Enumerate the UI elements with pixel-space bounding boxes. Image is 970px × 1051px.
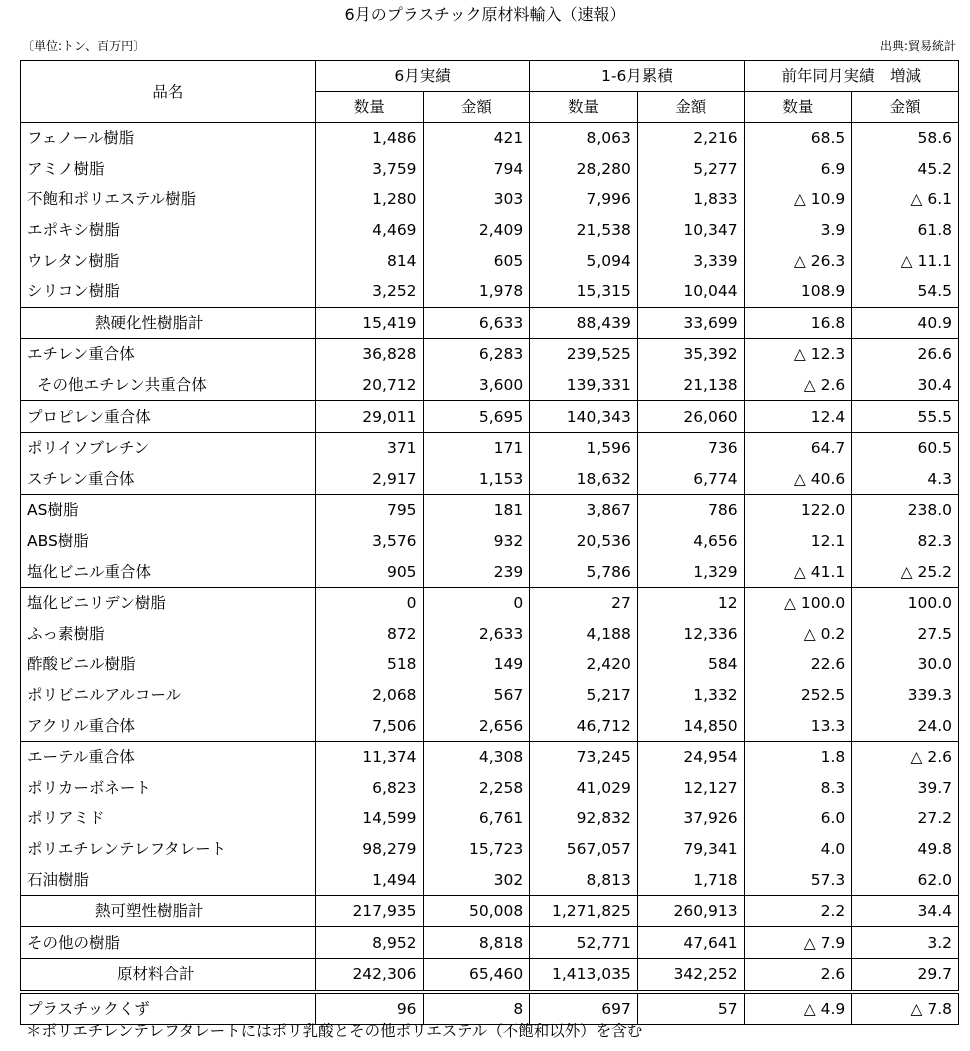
row-cell-ay: 55.5 — [852, 401, 959, 433]
row-cell-qc: 52,771 — [530, 927, 638, 959]
row-cell-ac: 37,926 — [637, 803, 744, 834]
table-row — [21, 619, 959, 650]
table-row — [21, 927, 959, 959]
row-cell-qy: △ 12.3 — [744, 339, 852, 370]
row-cell-ac: 786 — [637, 495, 744, 526]
row-cell-qc: 46,712 — [530, 710, 638, 741]
row-cell-ay: 27.2 — [852, 803, 959, 834]
row-item-name: その他の樹脂 — [21, 927, 316, 959]
table-row — [21, 307, 959, 339]
row-item-name: エーテル重合体 — [21, 741, 316, 772]
row-cell-qc: 88,439 — [530, 307, 638, 339]
row-cell-q6: 29,011 — [315, 401, 423, 433]
row-cell-qy: 16.8 — [744, 307, 852, 339]
header-group-june: 6月実績 — [315, 61, 529, 92]
row-cell-qy: 108.9 — [744, 276, 852, 307]
row-cell-ac: 584 — [637, 649, 744, 680]
row-cell-ac: 12 — [637, 587, 744, 618]
row-cell-a6: 421 — [423, 123, 530, 154]
row-cell-ay: 24.0 — [852, 710, 959, 741]
row-item-name: 石油樹脂 — [21, 864, 316, 895]
row-cell-qy: 2.2 — [744, 895, 852, 927]
row-cell-q6: 371 — [315, 432, 423, 463]
row-cell-q6: 1,494 — [315, 864, 423, 895]
row-cell-qy: 6.0 — [744, 803, 852, 834]
row-cell-qy: 122.0 — [744, 495, 852, 526]
row-item-name: ポリイソブレチン — [21, 432, 316, 463]
row-cell-ay: △ 2.6 — [852, 741, 959, 772]
row-cell-ay: 30.4 — [852, 370, 959, 401]
row-cell-ac: 3,339 — [637, 245, 744, 276]
row-cell-qy: △ 10.9 — [744, 184, 852, 215]
row-cell-qy: △ 26.3 — [744, 245, 852, 276]
row-cell-q6: 1,486 — [315, 123, 423, 154]
row-cell-ac: 35,392 — [637, 339, 744, 370]
row-cell-ay: 61.8 — [852, 215, 959, 246]
row-cell-q6: 98,279 — [315, 834, 423, 865]
row-item-name: 塩化ビニリデン樹脂 — [21, 587, 316, 618]
row-cell-ay: 26.6 — [852, 339, 959, 370]
row-item-name: アクリル重合体 — [21, 710, 316, 741]
table-row — [21, 154, 959, 185]
row-cell-a6: 65,460 — [423, 959, 530, 992]
row-cell-qc: 20,536 — [530, 526, 638, 557]
row-cell-ac: 1,718 — [637, 864, 744, 895]
row-cell-q6: 3,576 — [315, 526, 423, 557]
row-cell-q6: 3,252 — [315, 276, 423, 307]
row-cell-q6: 15,419 — [315, 307, 423, 339]
table-row — [21, 741, 959, 772]
row-cell-a6: 4,308 — [423, 741, 530, 772]
row-cell-a6: 8,818 — [423, 927, 530, 959]
row-cell-a6: 567 — [423, 680, 530, 711]
row-cell-qy: △ 40.6 — [744, 464, 852, 495]
row-cell-ac: 47,641 — [637, 927, 744, 959]
row-cell-a6: 181 — [423, 495, 530, 526]
row-cell-ay: 339.3 — [852, 680, 959, 711]
row-cell-qc: 92,832 — [530, 803, 638, 834]
row-cell-ac: 260,913 — [637, 895, 744, 927]
table-row — [21, 276, 959, 307]
row-cell-qc: 18,632 — [530, 464, 638, 495]
row-cell-q6: 905 — [315, 556, 423, 587]
row-cell-ay: 62.0 — [852, 864, 959, 895]
row-cell-qy: △ 0.2 — [744, 619, 852, 650]
row-cell-qy: 22.6 — [744, 649, 852, 680]
table-row — [21, 526, 959, 557]
row-cell-a6: 5,695 — [423, 401, 530, 433]
row-cell-qy: 4.0 — [744, 834, 852, 865]
table-row — [21, 495, 959, 526]
row-cell-qy: 64.7 — [744, 432, 852, 463]
row-cell-q6: 20,712 — [315, 370, 423, 401]
header-yoy-qty: 数量 — [744, 92, 852, 123]
row-cell-ac: 1,833 — [637, 184, 744, 215]
row-cell-ay: 45.2 — [852, 154, 959, 185]
row-item-name: 原材料合計 — [21, 959, 316, 992]
row-item-name: ポリアミド — [21, 803, 316, 834]
row-cell-qy: 68.5 — [744, 123, 852, 154]
row-cell-qc: 567,057 — [530, 834, 638, 865]
row-cell-ac: 12,127 — [637, 772, 744, 803]
row-cell-ay: △ 25.2 — [852, 556, 959, 587]
row-cell-qc: 27 — [530, 587, 638, 618]
row-cell-a6: 0 — [423, 587, 530, 618]
row-cell-q6: 11,374 — [315, 741, 423, 772]
row-cell-ac: 6,774 — [637, 464, 744, 495]
row-item-name: スチレン重合体 — [21, 464, 316, 495]
footnote: ＊ポリエチレンテレフタレートにはポリ乳酸とその他ポリエステル（不飽和以外）を含む — [26, 1022, 643, 1040]
row-cell-a6: 794 — [423, 154, 530, 185]
row-cell-q6: 6,823 — [315, 772, 423, 803]
row-cell-qc: 28,280 — [530, 154, 638, 185]
row-item-name: その他エチレン共重合体 — [21, 370, 316, 401]
row-cell-qy: 13.3 — [744, 710, 852, 741]
table-row — [21, 959, 959, 992]
row-cell-ay: 49.8 — [852, 834, 959, 865]
row-item-name: ポリビニルアルコール — [21, 680, 316, 711]
row-cell-qy: 12.1 — [744, 526, 852, 557]
row-cell-qy: 57.3 — [744, 864, 852, 895]
row-item-name: ポリエチレンテレフタレート — [21, 834, 316, 865]
row-cell-ac: 342,252 — [637, 959, 744, 992]
table-row — [21, 123, 959, 154]
row-cell-ay: △ 11.1 — [852, 245, 959, 276]
row-cell-qy: △ 4.9 — [744, 992, 852, 1025]
row-cell-ac: 14,850 — [637, 710, 744, 741]
row-cell-a6: 8 — [423, 992, 530, 1025]
row-cell-ac: 21,138 — [637, 370, 744, 401]
table-row — [21, 556, 959, 587]
row-cell-q6: 7,506 — [315, 710, 423, 741]
row-cell-qc: 697 — [530, 992, 638, 1025]
header-cum-qty: 数量 — [530, 92, 638, 123]
header-group-cumulative: 1-6月累積 — [530, 61, 744, 92]
table-row — [21, 710, 959, 741]
row-cell-qc: 5,094 — [530, 245, 638, 276]
row-cell-qc: 1,271,825 — [530, 895, 638, 927]
row-cell-ay: △ 7.8 — [852, 992, 959, 1025]
header-june-qty: 数量 — [315, 92, 423, 123]
table-row — [21, 401, 959, 433]
row-cell-qy: △ 2.6 — [744, 370, 852, 401]
row-cell-q6: 0 — [315, 587, 423, 618]
row-cell-q6: 814 — [315, 245, 423, 276]
row-cell-qy: 12.4 — [744, 401, 852, 433]
row-cell-q6: 217,935 — [315, 895, 423, 927]
row-cell-qy: 6.9 — [744, 154, 852, 185]
row-cell-ay: 3.2 — [852, 927, 959, 959]
row-cell-qc: 140,343 — [530, 401, 638, 433]
table-row — [21, 864, 959, 895]
row-cell-ay: 29.7 — [852, 959, 959, 992]
row-cell-ac: 1,329 — [637, 556, 744, 587]
row-cell-q6: 242,306 — [315, 959, 423, 992]
row-cell-a6: 6,633 — [423, 307, 530, 339]
row-item-name: プラスチックくず — [21, 992, 316, 1025]
row-cell-qy: 2.6 — [744, 959, 852, 992]
table-row — [21, 895, 959, 927]
row-cell-a6: 171 — [423, 432, 530, 463]
row-cell-ac: 33,699 — [637, 307, 744, 339]
table-row — [21, 680, 959, 711]
row-cell-qc: 15,315 — [530, 276, 638, 307]
row-item-name: エチレン重合体 — [21, 339, 316, 370]
row-cell-q6: 4,469 — [315, 215, 423, 246]
row-cell-q6: 1,280 — [315, 184, 423, 215]
row-cell-q6: 518 — [315, 649, 423, 680]
table-row — [21, 339, 959, 370]
row-cell-q6: 36,828 — [315, 339, 423, 370]
row-cell-ay: 39.7 — [852, 772, 959, 803]
table-row — [21, 432, 959, 463]
row-cell-a6: 302 — [423, 864, 530, 895]
row-item-name: 塩化ビニル重合体 — [21, 556, 316, 587]
row-cell-qc: 5,786 — [530, 556, 638, 587]
row-cell-a6: 2,656 — [423, 710, 530, 741]
row-cell-a6: 15,723 — [423, 834, 530, 865]
header-group-yoy: 前年同月実績 増減 — [744, 61, 958, 92]
row-cell-q6: 2,068 — [315, 680, 423, 711]
row-item-name: 不飽和ポリエステル樹脂 — [21, 184, 316, 215]
table-row — [21, 803, 959, 834]
row-item-name: 熱硬化性樹脂計 — [21, 307, 316, 339]
row-cell-ay: 34.4 — [852, 895, 959, 927]
row-item-name: 酢酸ビニル樹脂 — [21, 649, 316, 680]
row-cell-qc: 4,188 — [530, 619, 638, 650]
row-cell-qc: 41,029 — [530, 772, 638, 803]
row-cell-qc: 8,813 — [530, 864, 638, 895]
row-cell-ac: 57 — [637, 992, 744, 1025]
row-cell-ay: 238.0 — [852, 495, 959, 526]
row-cell-ay: 54.5 — [852, 276, 959, 307]
row-cell-ay: 58.6 — [852, 123, 959, 154]
row-cell-ay: 27.5 — [852, 619, 959, 650]
row-cell-a6: 6,761 — [423, 803, 530, 834]
page-title: 6月のプラスチック原材料輸入（速報） — [344, 5, 626, 24]
row-item-name: アミノ樹脂 — [21, 154, 316, 185]
row-item-name: ウレタン樹脂 — [21, 245, 316, 276]
row-cell-ac: 26,060 — [637, 401, 744, 433]
row-cell-ac: 24,954 — [637, 741, 744, 772]
row-item-name: 熱可塑性樹脂計 — [21, 895, 316, 927]
row-cell-ac: 5,277 — [637, 154, 744, 185]
row-cell-qy: 252.5 — [744, 680, 852, 711]
table-row — [21, 649, 959, 680]
row-cell-q6: 3,759 — [315, 154, 423, 185]
row-cell-q6: 8,952 — [315, 927, 423, 959]
row-cell-qy: △ 7.9 — [744, 927, 852, 959]
row-cell-qc: 3,867 — [530, 495, 638, 526]
row-cell-ay: 82.3 — [852, 526, 959, 557]
table-row — [21, 587, 959, 618]
header-item-name: 品名 — [21, 61, 316, 123]
source-note: 出典:貿易統計 — [879, 39, 956, 53]
row-cell-qc: 2,420 — [530, 649, 638, 680]
header-june-amount: 金額 — [423, 92, 530, 123]
row-cell-qc: 7,996 — [530, 184, 638, 215]
row-cell-ac: 4,656 — [637, 526, 744, 557]
table-row — [21, 215, 959, 246]
row-cell-a6: 303 — [423, 184, 530, 215]
table-row — [21, 464, 959, 495]
row-cell-qy: 1.8 — [744, 741, 852, 772]
row-cell-ac: 1,332 — [637, 680, 744, 711]
table-body — [21, 123, 959, 1025]
row-cell-qc: 21,538 — [530, 215, 638, 246]
table-row — [21, 245, 959, 276]
row-item-name: シリコン樹脂 — [21, 276, 316, 307]
row-cell-ac: 12,336 — [637, 619, 744, 650]
row-cell-ay: △ 6.1 — [852, 184, 959, 215]
row-cell-a6: 2,409 — [423, 215, 530, 246]
table-row — [21, 772, 959, 803]
table-header — [21, 61, 959, 123]
row-cell-ay: 40.9 — [852, 307, 959, 339]
row-cell-a6: 149 — [423, 649, 530, 680]
row-cell-a6: 239 — [423, 556, 530, 587]
header-cum-amount: 金額 — [637, 92, 744, 123]
row-cell-qc: 139,331 — [530, 370, 638, 401]
row-cell-a6: 605 — [423, 245, 530, 276]
row-cell-qc: 73,245 — [530, 741, 638, 772]
row-cell-ac: 10,347 — [637, 215, 744, 246]
import-table — [20, 60, 959, 1025]
row-cell-a6: 932 — [423, 526, 530, 557]
row-cell-qc: 239,525 — [530, 339, 638, 370]
row-cell-qc: 8,063 — [530, 123, 638, 154]
table-row — [21, 184, 959, 215]
row-cell-a6: 6,283 — [423, 339, 530, 370]
row-cell-qy: △ 100.0 — [744, 587, 852, 618]
row-item-name: ふっ素樹脂 — [21, 619, 316, 650]
row-cell-qy: 8.3 — [744, 772, 852, 803]
row-cell-ac: 2,216 — [637, 123, 744, 154]
row-cell-a6: 2,258 — [423, 772, 530, 803]
row-cell-q6: 2,917 — [315, 464, 423, 495]
row-cell-a6: 50,008 — [423, 895, 530, 927]
row-cell-a6: 1,153 — [423, 464, 530, 495]
row-cell-ay: 30.0 — [852, 649, 959, 680]
table-row — [21, 370, 959, 401]
row-cell-ac: 79,341 — [637, 834, 744, 865]
row-cell-ac: 736 — [637, 432, 744, 463]
row-cell-qy: △ 41.1 — [744, 556, 852, 587]
row-item-name: AS樹脂 — [21, 495, 316, 526]
row-item-name: エポキシ樹脂 — [21, 215, 316, 246]
row-cell-q6: 96 — [315, 992, 423, 1025]
row-cell-a6: 3,600 — [423, 370, 530, 401]
row-cell-qc: 1,413,035 — [530, 959, 638, 992]
row-item-name: ABS樹脂 — [21, 526, 316, 557]
header-yoy-amount: 金額 — [852, 92, 959, 123]
row-cell-q6: 14,599 — [315, 803, 423, 834]
row-cell-q6: 872 — [315, 619, 423, 650]
row-cell-ac: 10,044 — [637, 276, 744, 307]
row-cell-qc: 1,596 — [530, 432, 638, 463]
row-cell-q6: 795 — [315, 495, 423, 526]
row-cell-ay: 100.0 — [852, 587, 959, 618]
table-row — [21, 834, 959, 865]
row-cell-a6: 2,633 — [423, 619, 530, 650]
row-item-name: フェノール樹脂 — [21, 123, 316, 154]
row-cell-ay: 4.3 — [852, 464, 959, 495]
row-item-name: ポリカーボネート — [21, 772, 316, 803]
row-cell-a6: 1,978 — [423, 276, 530, 307]
row-cell-qy: 3.9 — [744, 215, 852, 246]
row-item-name: プロピレン重合体 — [21, 401, 316, 433]
row-cell-ay: 60.5 — [852, 432, 959, 463]
unit-note: 〔単位:トン、百万円〕 — [22, 39, 146, 53]
row-cell-qc: 5,217 — [530, 680, 638, 711]
